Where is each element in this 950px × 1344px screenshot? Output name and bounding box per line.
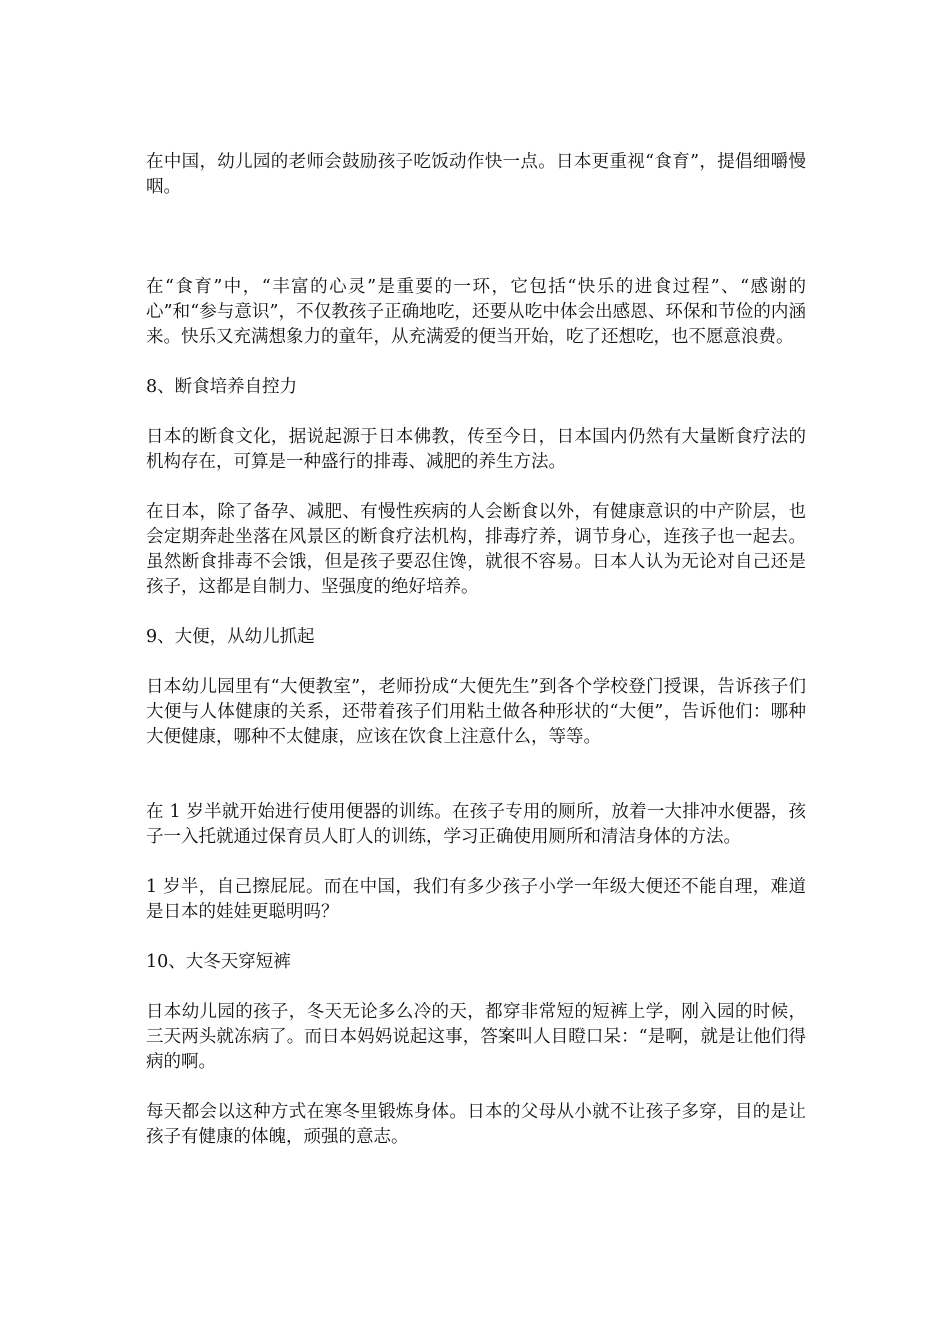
paragraph-toilet-classroom: 日本幼儿园里有“大便教室”，老师扮成“大便先生”到各个学校登门授课，告诉孩子们大便与人体健康的关系，还带着孩子们用粘土做各种形状的“大便”，告诉他们：哪种大便健康，哪种不太健康，应该在饮食上注意什么，等等。 <box>146 677 806 747</box>
paragraph-toilet-training: 在 1 岁半就开始进行使用便器的训练。在孩子专用的厕所，放着一大排冲水便器，孩子一入托就通过保育员人盯人的训练，学习正确使用厕所和清洁身体的方法。 <box>146 802 806 847</box>
paragraph-food-speed: 在中国，幼儿园的老师会鼓励孩子吃饭动作快一点。日本更重视“食育”，提倡细嚼慢咽。 <box>146 152 806 197</box>
paragraph-self-care: 1 岁半，自己擦屁屁。而在中国，我们有多少孩子小学一年级大便还不能自理，难道是日本的娃娃更聪明吗？ <box>146 877 806 922</box>
paragraph-winter-shorts: 日本幼儿园的孩子，冬天无论多么冷的天，都穿非常短的短裤上学，刚入园的时候，三天两头就冻病了。而日本妈妈说起这事，答案叫人目瞪口呆：“是啊，就是让他们得病的啊。 <box>146 1002 806 1072</box>
paragraph-winter-exercise: 每天都会以这种方式在寒冬里锻炼身体。日本的父母从小就不让孩子多穿，目的是让孩子有健康的体魄，顽强的意志。 <box>146 1102 806 1147</box>
section-heading-10: 10、大冬天穿短裤 <box>146 952 291 972</box>
paragraph-fasting-culture: 日本的断食文化，据说起源于日本佛教，传至今日，日本国内仍然有大量断食疗法的机构存在，可算是一种盛行的排毒、减肥的养生方法。 <box>146 427 806 472</box>
section-heading-8: 8、断食培养自控力 <box>146 377 298 397</box>
section-heading-9: 9、大便，从幼儿抓起 <box>146 627 315 647</box>
document-body <box>146 150 806 1150</box>
paragraph-fasting-practice: 在日本，除了备孕、减肥、有慢性疾病的人会断食以外，有健康意识的中产阶层，也会定期奔赴坐落在风景区的断食疗法机构，排毒疗养，调节身心，连孩子也一起去。虽然断食排毒不会饿，但是孩子要忍住馋，就很不容易。日本人认为无论对自己还是孩子，这都是自制力、坚强度的绝好培养。 <box>146 502 806 597</box>
paragraph-food-education: 在“食育”中，“丰富的心灵”是重要的一环，它包括“快乐的进食过程”、“感谢的心”和“参与意识”，不仅教孩子正确地吃，还要从吃中体会出感恩、环保和节俭的内涵来。快乐又充满想象力的童年，从充满爱的便当开始，吃了还想吃，也不愿意浪费。 <box>146 277 806 347</box>
